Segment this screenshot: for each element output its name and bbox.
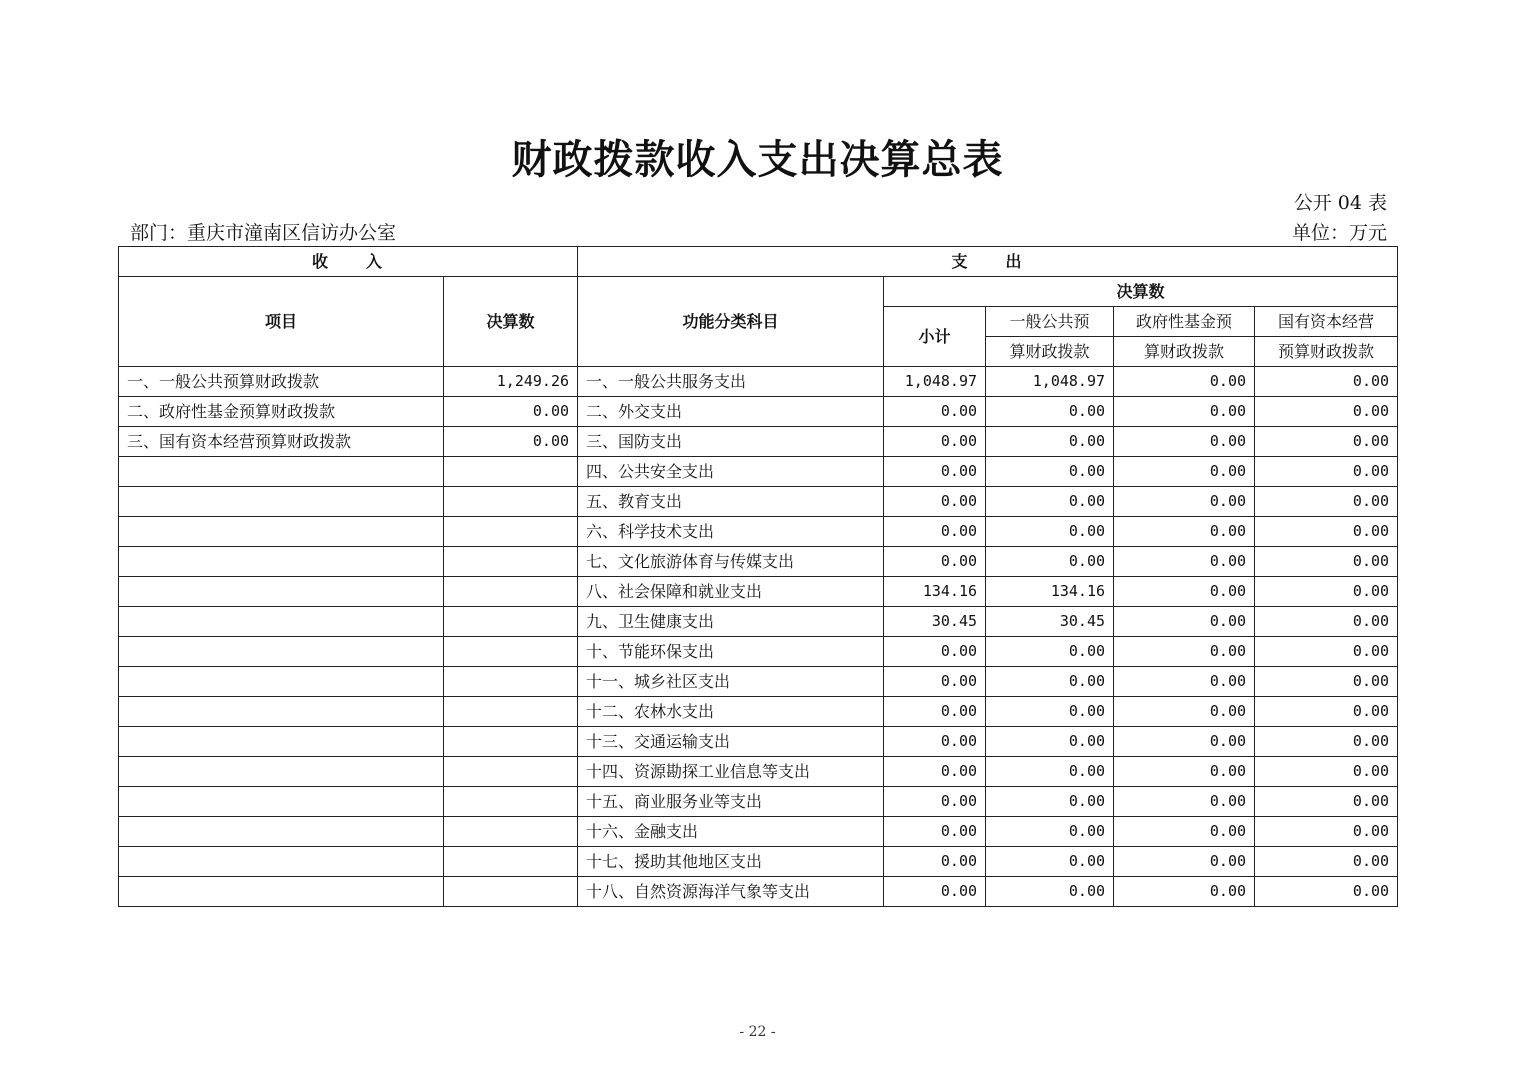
gov-fund-cell: 0.00	[1114, 577, 1255, 607]
general-public-cell: 0.00	[986, 487, 1114, 517]
income-item-cell	[119, 847, 444, 877]
subtotal-cell: 0.00	[884, 817, 986, 847]
general-public-cell: 0.00	[986, 517, 1114, 547]
gov-fund-cell: 0.00	[1114, 667, 1255, 697]
gov-fund-cell: 0.00	[1114, 697, 1255, 727]
table-row	[119, 457, 1398, 487]
subtotal-cell: 0.00	[884, 847, 986, 877]
gov-fund-cell: 0.00	[1114, 427, 1255, 457]
gov-fund-cell: 0.00	[1114, 817, 1255, 847]
income-amount-cell	[444, 517, 578, 547]
table-row	[119, 847, 1398, 877]
state-capital-cell: 0.00	[1255, 697, 1398, 727]
table-row	[119, 667, 1398, 697]
income-amount-cell	[444, 817, 578, 847]
table-row	[119, 367, 1398, 397]
table-row	[119, 877, 1398, 907]
general-public-cell: 0.00	[986, 847, 1114, 877]
general-public-header-line2: 算财政拨款	[986, 337, 1114, 367]
state-capital-cell: 0.00	[1255, 607, 1398, 637]
general-public-cell: 0.00	[986, 727, 1114, 757]
subtotal-cell: 0.00	[884, 637, 986, 667]
general-public-cell: 0.00	[986, 427, 1114, 457]
gov-fund-header-line1: 政府性基金预	[1114, 307, 1255, 337]
gov-fund-cell: 0.00	[1114, 757, 1255, 787]
income-amount-cell	[444, 457, 578, 487]
table-row	[119, 817, 1398, 847]
category-cell: 八、社会保障和就业支出	[578, 577, 884, 607]
table-row	[119, 697, 1398, 727]
subtotal-header: 小计	[884, 307, 986, 367]
general-public-cell: 134.16	[986, 577, 1114, 607]
income-item-cell	[119, 637, 444, 667]
state-capital-cell: 0.00	[1255, 637, 1398, 667]
gov-fund-cell: 0.00	[1114, 457, 1255, 487]
state-capital-cell: 0.00	[1255, 787, 1398, 817]
gov-fund-cell: 0.00	[1114, 607, 1255, 637]
header-row-1	[119, 247, 1398, 277]
department-label: 部门：重庆市潼南区信访办公室	[130, 222, 397, 244]
subtotal-cell: 30.45	[884, 607, 986, 637]
subtotal-cell: 0.00	[884, 667, 986, 697]
subtotal-cell: 0.00	[884, 517, 986, 547]
expense-header: 支 出	[578, 247, 1398, 277]
income-amount-cell	[444, 787, 578, 817]
income-amount-cell	[444, 637, 578, 667]
income-item-cell	[119, 577, 444, 607]
category-cell: 四、公共安全支出	[578, 457, 884, 487]
category-cell: 十七、援助其他地区支出	[578, 847, 884, 877]
gov-fund-cell: 0.00	[1114, 637, 1255, 667]
category-cell: 十一、城乡社区支出	[578, 667, 884, 697]
general-public-cell: 0.00	[986, 817, 1114, 847]
general-public-cell: 0.00	[986, 757, 1114, 787]
page-number: - 22 -	[739, 1024, 776, 1040]
income-amount-cell	[444, 667, 578, 697]
category-cell: 十三、交通运输支出	[578, 727, 884, 757]
income-item-cell	[119, 547, 444, 577]
income-amount-cell: 1,249.26	[444, 367, 578, 397]
table-row	[119, 427, 1398, 457]
income-amount-cell: 0.00	[444, 427, 578, 457]
income-item-cell	[119, 727, 444, 757]
state-capital-cell: 0.00	[1255, 847, 1398, 877]
state-capital-cell: 0.00	[1255, 877, 1398, 907]
table-row	[119, 577, 1398, 607]
gov-fund-cell: 0.00	[1114, 487, 1255, 517]
state-capital-cell: 0.00	[1255, 817, 1398, 847]
subtotal-cell: 0.00	[884, 757, 986, 787]
category-cell: 一、一般公共服务支出	[578, 367, 884, 397]
income-amount-cell	[444, 847, 578, 877]
income-amount-cell	[444, 577, 578, 607]
income-item-cell: 二、政府性基金预算财政拨款	[119, 397, 444, 427]
general-public-cell: 0.00	[986, 397, 1114, 427]
state-capital-cell: 0.00	[1255, 667, 1398, 697]
category-cell: 三、国防支出	[578, 427, 884, 457]
general-public-cell: 1,048.97	[986, 367, 1114, 397]
state-capital-cell: 0.00	[1255, 757, 1398, 787]
state-capital-cell: 0.00	[1255, 367, 1398, 397]
general-public-cell: 30.45	[986, 607, 1114, 637]
category-cell: 十二、农林水支出	[578, 697, 884, 727]
income-amount-cell	[444, 877, 578, 907]
gov-fund-cell: 0.00	[1114, 547, 1255, 577]
state-capital-cell: 0.00	[1255, 547, 1398, 577]
state-capital-cell: 0.00	[1255, 577, 1398, 607]
gov-fund-header-line2: 算财政拨款	[1114, 337, 1255, 367]
unit-label: 单位：万元	[1291, 222, 1387, 244]
gov-fund-cell: 0.00	[1114, 517, 1255, 547]
category-cell: 六、科学技术支出	[578, 517, 884, 547]
category-cell: 五、教育支出	[578, 487, 884, 517]
subtotal-cell: 0.00	[884, 397, 986, 427]
gov-fund-cell: 0.00	[1114, 367, 1255, 397]
income-amount-cell	[444, 487, 578, 517]
subtotal-cell: 0.00	[884, 787, 986, 817]
gov-fund-cell: 0.00	[1114, 877, 1255, 907]
subtotal-cell: 0.00	[884, 877, 986, 907]
func-category-header: 功能分类科目	[578, 277, 884, 367]
income-item-cell: 三、国有资本经营预算财政拨款	[119, 427, 444, 457]
state-capital-cell: 0.00	[1255, 487, 1398, 517]
general-public-cell: 0.00	[986, 547, 1114, 577]
state-capital-header-line2: 预算财政拨款	[1255, 337, 1398, 367]
table-row	[119, 517, 1398, 547]
category-cell: 十、节能环保支出	[578, 637, 884, 667]
income-amount-cell	[444, 607, 578, 637]
general-public-cell: 0.00	[986, 667, 1114, 697]
subtotal-cell: 0.00	[884, 547, 986, 577]
form-number: 公开 04 表	[1293, 192, 1387, 214]
budget-header: 决算数	[444, 277, 578, 367]
page-title: 财政拨款收入支出决算总表	[511, 137, 1004, 183]
income-amount-cell	[444, 697, 578, 727]
state-capital-cell: 0.00	[1255, 397, 1398, 427]
income-amount-cell	[444, 757, 578, 787]
income-item-cell	[119, 817, 444, 847]
general-public-cell: 0.00	[986, 787, 1114, 817]
state-capital-cell: 0.00	[1255, 517, 1398, 547]
subtotal-cell: 0.00	[884, 457, 986, 487]
income-item-cell	[119, 487, 444, 517]
finance-table	[118, 246, 1398, 907]
general-public-header-line1: 一般公共预	[986, 307, 1114, 337]
general-public-cell: 0.00	[986, 697, 1114, 727]
table-row	[119, 607, 1398, 637]
table-body	[119, 247, 1398, 907]
subtotal-cell: 0.00	[884, 697, 986, 727]
category-cell: 九、卫生健康支出	[578, 607, 884, 637]
table-row	[119, 397, 1398, 427]
general-public-cell: 0.00	[986, 877, 1114, 907]
income-amount-cell	[444, 547, 578, 577]
income-header: 收 入	[119, 247, 578, 277]
category-cell: 十五、商业服务业等支出	[578, 787, 884, 817]
income-amount-cell: 0.00	[444, 397, 578, 427]
table-row	[119, 757, 1398, 787]
gov-fund-cell: 0.00	[1114, 727, 1255, 757]
income-item-cell	[119, 757, 444, 787]
category-cell: 十八、自然资源海洋气象等支出	[578, 877, 884, 907]
gov-fund-cell: 0.00	[1114, 397, 1255, 427]
income-item-cell	[119, 667, 444, 697]
gov-fund-cell: 0.00	[1114, 787, 1255, 817]
income-item-cell	[119, 787, 444, 817]
table-row	[119, 487, 1398, 517]
category-cell: 十四、资源勘探工业信息等支出	[578, 757, 884, 787]
income-item-cell	[119, 697, 444, 727]
state-capital-cell: 0.00	[1255, 457, 1398, 487]
item-header: 项目	[119, 277, 444, 367]
general-public-cell: 0.00	[986, 637, 1114, 667]
subtotal-cell: 0.00	[884, 427, 986, 457]
subtotal-cell: 1,048.97	[884, 367, 986, 397]
gov-fund-cell: 0.00	[1114, 847, 1255, 877]
category-cell: 七、文化旅游体育与传媒支出	[578, 547, 884, 577]
category-cell: 二、外交支出	[578, 397, 884, 427]
state-capital-cell: 0.00	[1255, 427, 1398, 457]
income-item-cell	[119, 607, 444, 637]
subtotal-cell: 0.00	[884, 487, 986, 517]
table-row	[119, 787, 1398, 817]
subtotal-cell: 0.00	[884, 727, 986, 757]
header-row-2	[119, 277, 1398, 307]
state-capital-header-line1: 国有资本经营	[1255, 307, 1398, 337]
table-row	[119, 547, 1398, 577]
income-item-cell	[119, 517, 444, 547]
table-row	[119, 637, 1398, 667]
state-capital-cell: 0.00	[1255, 727, 1398, 757]
final-amount-header: 决算数	[884, 277, 1398, 307]
income-item-cell	[119, 457, 444, 487]
general-public-cell: 0.00	[986, 457, 1114, 487]
category-cell: 十六、金融支出	[578, 817, 884, 847]
income-item-cell	[119, 877, 444, 907]
subtotal-cell: 134.16	[884, 577, 986, 607]
income-item-cell: 一、一般公共预算财政拨款	[119, 367, 444, 397]
income-amount-cell	[444, 727, 578, 757]
table-row	[119, 727, 1398, 757]
